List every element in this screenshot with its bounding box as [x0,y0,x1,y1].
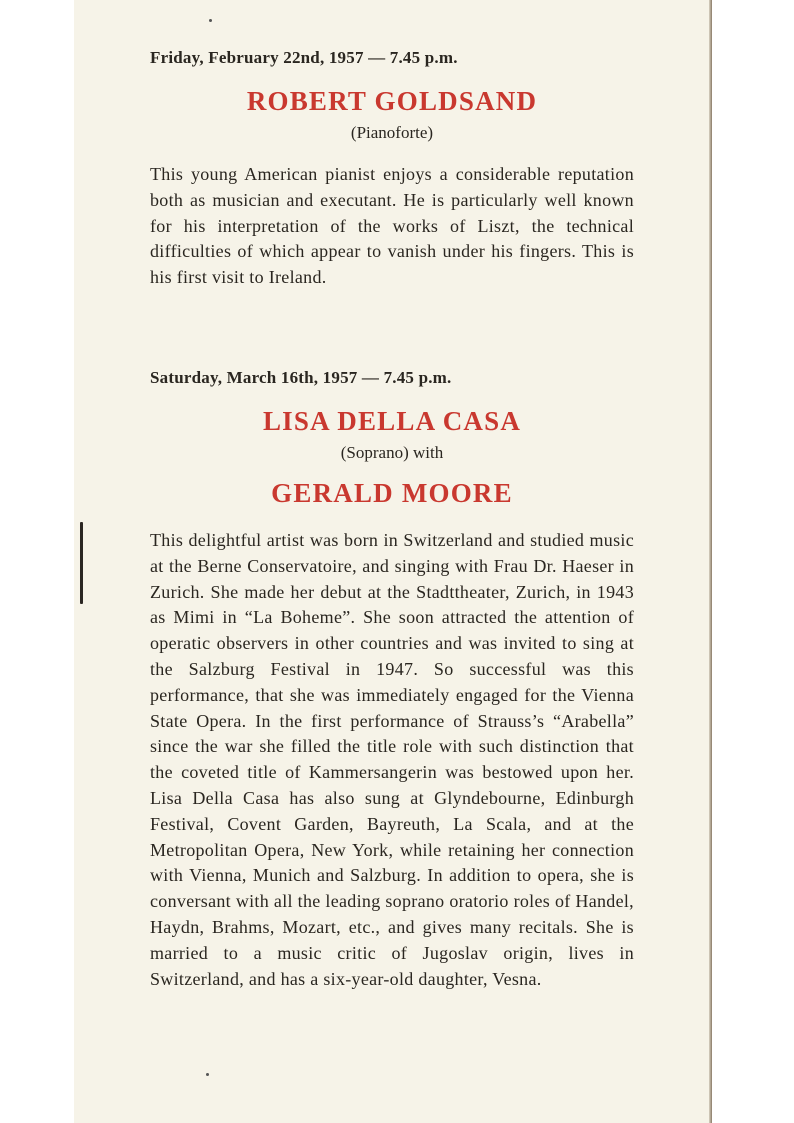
performer-name: ROBERT GOLDSAND [246,86,538,116]
performer-description: This young American pianist enjoys a considerable reputation both as musician and executant. He is particularly well known for his interpretation of the works of Liszt, the technical difficulties of which appear to vanish under his fingers. This is his first visit to Ireland. [150,164,634,288]
ink-speck [209,19,212,22]
performer-description: This delightful artist was born in Switzerland and studied music at the Berne Conservatoire, and singing with Frau Dr. Haeser in Zurich. She made her debut at the Stadttheater, Zurich, in 1943 as Mimi in “La Boheme”. She soon attracted the attention of operatic observers in other countries and was invited to sing at the Salzburg Festival in 1947. So successful was this performance, that she was immediately engaged for the Vienna State Opera. In the first performance of Strauss’s “Arabella” since the war she filled the title role with such distinction that the coveted title of Kammersangerin was bestowed upon her. Lisa Della Casa has also sung at Glyndebourne, Edinburgh Festival, Covent Garden, Bayreuth, La Scala, and at the Metropolitan Opera, New York, while retaining her connection with Vienna, Munich and Salzburg. In addition to opera, she is conversant with all the leading soprano oratorio roles of Handel, Haydn, Brahms, Mozart, etc., and gives many recitals. She is married to a music critic of Jugoslav origin, lives in Switzerland, and has a six-year-old daughter, Vesna. [150,530,634,989]
performer-name: LISA DELLA CASA [262,406,522,436]
concert-date: Saturday, March 16th, 1957 — 7.45 p.m. [150,368,452,387]
concert-della-casa [150,368,634,992]
scan-margin [712,0,794,1123]
accompanist-name: GERALD MOORE [271,478,513,508]
concert-date: Friday, February 22nd, 1957 — 7.45 p.m. [150,48,458,67]
ink-speck [206,1073,209,1076]
performer-role: (Pianoforte) [350,123,434,142]
concert-goldsand [150,48,634,291]
performer-role: (Soprano) with [340,443,444,462]
staple-mark [80,522,83,604]
